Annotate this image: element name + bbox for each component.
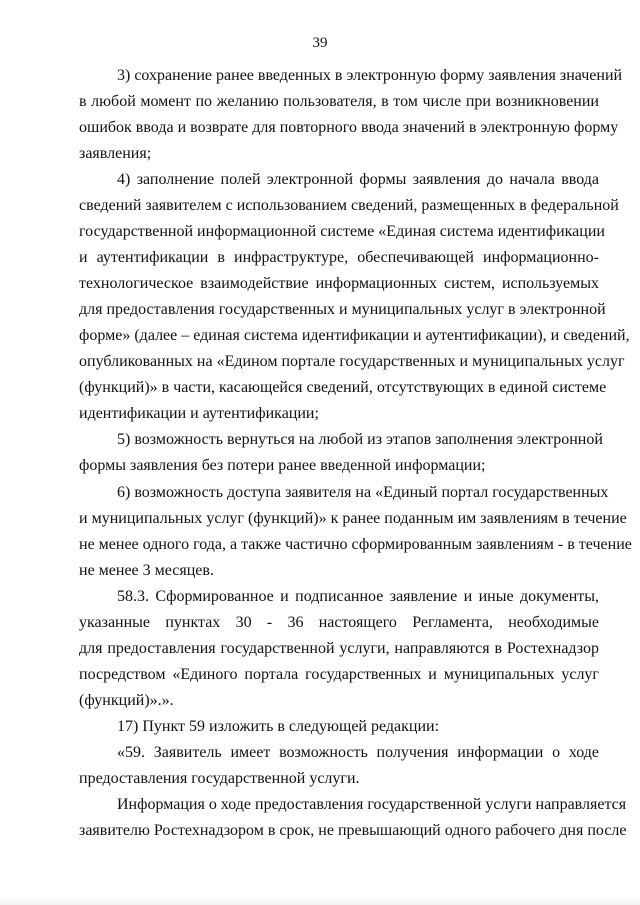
paragraph-line: 3) сохранение ранее введенных в электронную форму заявления значений — [117, 67, 623, 84]
paragraph-line: для предоставления государственных и муниципальных услуг в электронной — [79, 301, 606, 318]
paragraph-line: посредством «Единого портала государственных и муниципальных услуг — [79, 666, 599, 683]
paragraph-line: не менее 3 месяцев. — [79, 562, 214, 579]
paragraph-line: 58.3. Сформированное и подписанное заявление и иные документы, — [117, 588, 599, 605]
paragraph-line: форме» (далее – единая система идентификации и аутентификации), и сведений, — [79, 327, 630, 344]
paragraph-line: для предоставления государственной услуги, направляются в Ростехнадзор — [79, 640, 599, 657]
paragraph-line: ошибок ввода и возврате для повторного ввода значений в электронную форму — [79, 119, 619, 136]
scan-bottom-edge — [0, 896, 640, 905]
page-number: 39 — [312, 35, 328, 51]
paragraph-line: в любой момент по желанию пользователя, в том числе при возникновении — [79, 93, 599, 110]
paragraph-line: идентификации и аутентификации; — [79, 405, 319, 422]
paragraph-line: формы заявления без потери ранее введенной информации; — [79, 457, 486, 474]
paragraph-line: «59. Заявитель имеет возможность получения информации о ходе — [117, 744, 599, 761]
paragraph-line: (функций)».». — [79, 692, 174, 709]
paragraph-line: заявителю Ростехнадзором в срок, не превышающий одного рабочего дня после — [79, 822, 627, 839]
paragraph-line: заявления; — [79, 145, 152, 162]
paragraph-line: и аутентификации в инфраструктуре, обеспечивающей информационно- — [79, 249, 599, 266]
paragraph-line: указанные пунктах 30 - 36 настоящего Регламента, необходимые — [79, 614, 599, 631]
paragraph-line: предоставления государственной услуги. — [79, 770, 360, 787]
paragraph-line: технологическое взаимодействие информационных систем, используемых — [79, 275, 599, 292]
paragraph-line: сведений заявителем с использованием сведений, размещенных в федеральной — [79, 197, 619, 214]
paragraph-line: 17) Пункт 59 изложить в следующей редакции: — [117, 718, 440, 735]
paragraph-line: Информация о ходе предоставления государственной услуги направляется — [117, 796, 627, 813]
paragraph-line: 6) возможность доступа заявителя на «Единый портал государственных — [117, 484, 609, 501]
paragraph-line: не менее одного года, а также частично сформированным заявлениям - в течение — [79, 536, 632, 553]
paragraph-line: (функций)» в части, касающейся сведений, отсутствующих в единой системе — [79, 379, 607, 396]
paragraph-line: опубликованных на «Едином портале государственных и муниципальных услуг — [79, 353, 625, 370]
paragraph-line: и муниципальных услуг (функций)» к ранее поданным им заявлениям в течение — [79, 510, 627, 527]
paragraph-line: 4) заполнение полей электронной формы заявления до начала ввода — [117, 171, 599, 188]
paragraph-line: государственной информационной системе «Единая система идентификации — [79, 223, 605, 240]
paragraph-line: 5) возможность вернуться на любой из этапов заполнения электронной — [117, 431, 603, 448]
